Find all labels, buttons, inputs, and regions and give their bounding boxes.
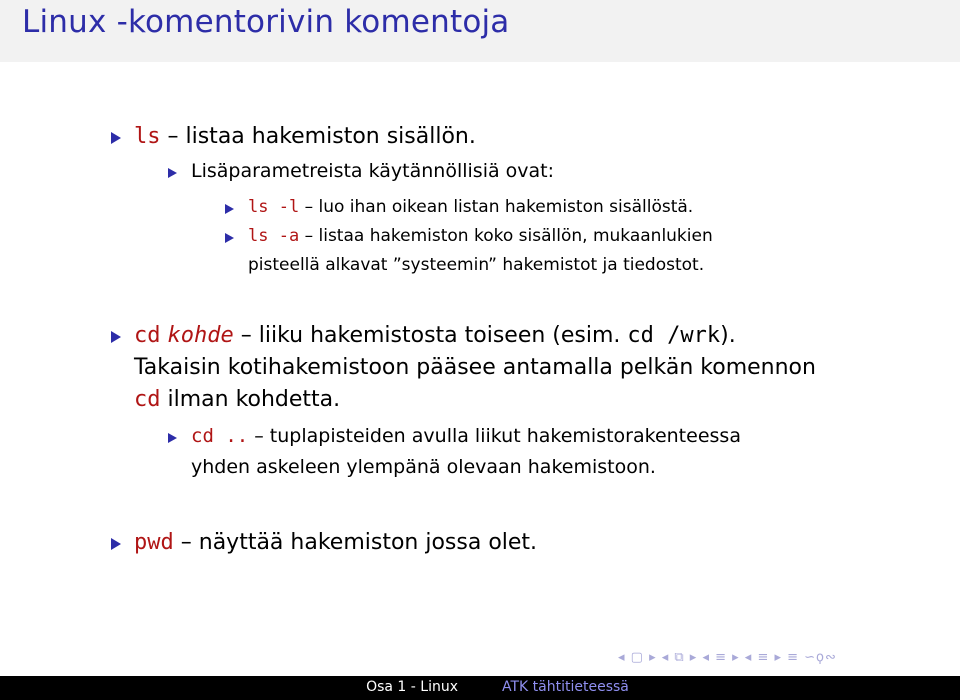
item-cd-text2: Takaisin kotihakemistoon pääsee antamalla pelkän komennon (134, 355, 816, 380)
item-ls-a-line2 (248, 255, 704, 275)
cmd-cd-arg: kohde (167, 323, 234, 348)
cmd-cd: cd (134, 323, 161, 348)
dash: – (233, 323, 259, 348)
dash: – (160, 124, 186, 149)
bullet-pwd-icon (111, 538, 121, 550)
item-params-text: Lisäparametreista käytännöllisiä ovat: (191, 160, 555, 182)
item-cd-up-line2 (191, 456, 656, 478)
cmd-pwd: pwd (134, 530, 174, 555)
item-ls-a-line1 (248, 226, 713, 246)
cmd-ls-a: ls -a (248, 226, 300, 246)
item-cd-line3 (134, 387, 340, 412)
slide-title-bar (0, 0, 960, 62)
item-cd-text1: liiku hakemistosta toiseen (esim. (258, 323, 628, 348)
dash: – (248, 425, 270, 447)
item-ls-text: listaa hakemiston sisällön. (185, 124, 476, 149)
navigation-symbols-icon[interactable]: ◂ ▢ ▸ ◂ ⧉ ▸ ◂ ≡ ▸ ◂ ≡ ▸ ≡ ∽ϙ∾ (618, 650, 837, 665)
slide-title: Linux -komentorivin komentoja (22, 4, 510, 40)
item-cd-text1b: ). (720, 323, 736, 348)
footer-right (480, 676, 960, 700)
dash: – (299, 226, 319, 246)
item-ls-a-text1: listaa hakemiston koko sisällön, mukaanlukien (318, 226, 713, 246)
cmd-ls: ls (134, 124, 161, 149)
item-pwd (134, 530, 537, 555)
item-cd-up-text2: yhden askeleen ylempänä olevaan hakemistoon. (191, 456, 656, 478)
footer-bar (0, 676, 960, 700)
item-ls-l (248, 197, 693, 217)
item-cd-up-line1 (191, 425, 741, 447)
item-ls (134, 124, 476, 149)
item-cd-up-text1: tuplapisteiden avulla liikut hakemistorakenteessa (269, 425, 741, 447)
bullet-ls-a-icon (225, 233, 234, 243)
bullet-params-icon (168, 168, 177, 178)
item-ls-l-text: luo ihan oikean listan hakemiston sisällöstä. (318, 197, 694, 217)
beamer-navigation[interactable] (618, 650, 843, 670)
dash: – (299, 197, 319, 217)
cd-example: cd /wrk (627, 323, 721, 348)
dash: – (173, 530, 199, 555)
item-pwd-text: näyttää hakemiston jossa olet. (198, 530, 538, 555)
footer-section: Osa 1 - Linux (366, 679, 458, 695)
item-cd-text3: ilman kohdetta. (160, 387, 341, 412)
bullet-ls-l-icon (225, 204, 234, 214)
footer-left (0, 676, 480, 700)
footer-course: ATK tähtitieteessä (502, 679, 629, 695)
item-ls-a-text2: pisteellä alkavat ”systeemin” hakemistot ja tiedostot. (248, 255, 705, 275)
cmd-cd-2: cd (134, 387, 161, 412)
item-params (191, 160, 554, 182)
bullet-ls-icon (111, 132, 121, 144)
bullet-cd-up-icon (168, 433, 177, 443)
item-cd-line2 (134, 355, 816, 380)
item-cd-line1 (134, 323, 736, 348)
cmd-ls-l: ls -l (248, 197, 300, 217)
cmd-cd-up: cd .. (191, 425, 249, 447)
bullet-cd-icon (111, 331, 121, 343)
